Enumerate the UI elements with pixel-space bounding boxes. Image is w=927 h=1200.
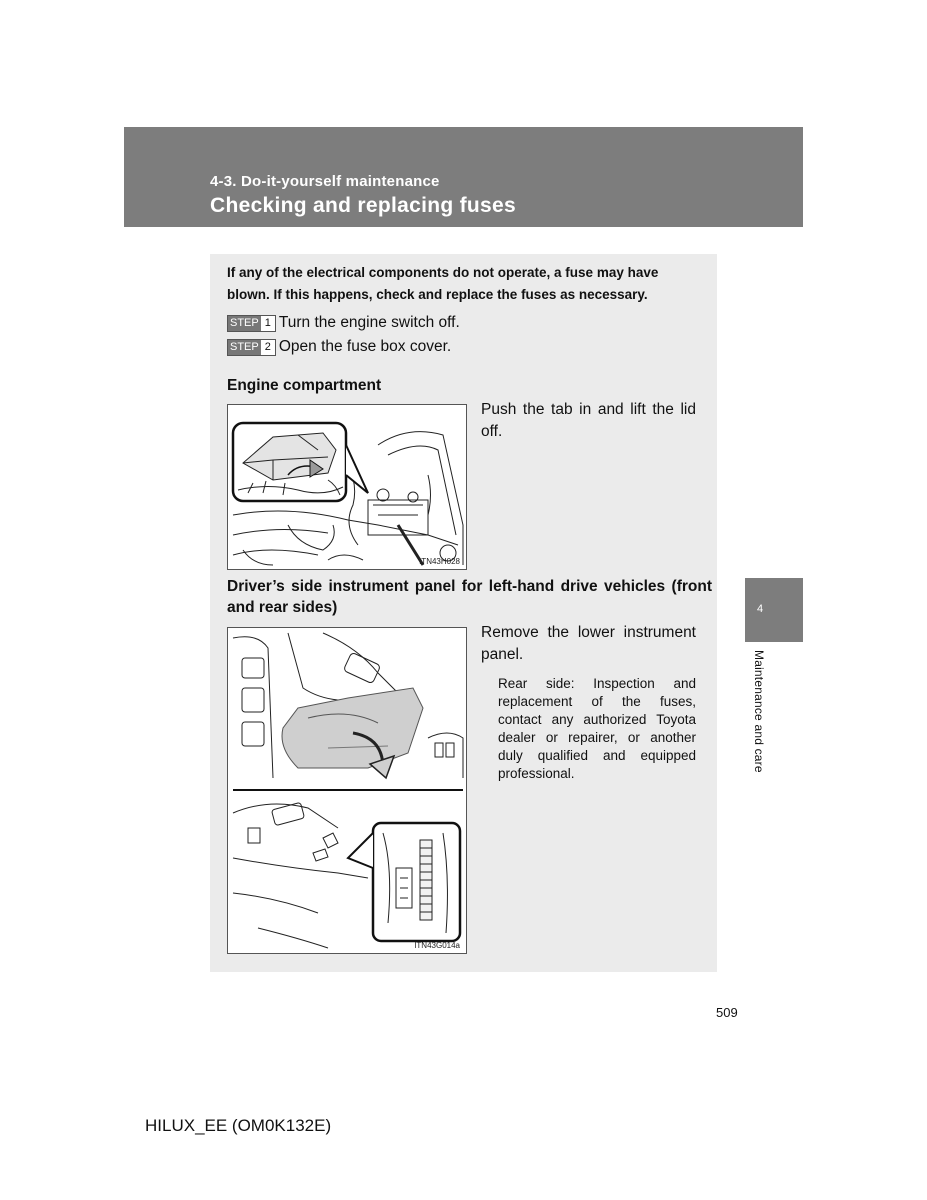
content-panel — [210, 254, 717, 972]
engine-instruction: Push the tab in and lift the lid off. — [481, 401, 696, 440]
step-1-badge — [227, 315, 276, 332]
step-2-number: 2 — [261, 340, 275, 355]
rear-side-note: Rear side: Inspection and replacement of the fuses, contact any authorized Toyota dealer or repairer, or another duly qualified and equipped professional. — [498, 676, 696, 781]
driver-heading: Driver’s side instrument panel for left-hand drive vehicles (front and rear sides) — [227, 578, 712, 616]
step-2 — [227, 338, 451, 356]
chapter-tab-label: Maintenance and care — [752, 650, 766, 773]
section-label: 4-3. Do-it-yourself maintenance — [210, 173, 440, 190]
step-2-word: STEP — [230, 340, 259, 353]
intro-text: If any of the electrical components do not operate, a fuse may have blown. If this happens, check and replace the fuses as necessary. — [227, 265, 659, 302]
page-title: Checking and replacing fuses — [210, 194, 516, 217]
engine-compartment-illustration — [227, 404, 467, 570]
step-1-number: 1 — [261, 316, 275, 331]
step-1-text: Turn the engine switch off. — [278, 314, 460, 331]
step-1-word: STEP — [230, 316, 259, 329]
chapter-tab-label-box — [745, 650, 773, 790]
step-2-text: Open the fuse box cover. — [278, 338, 452, 355]
instrument-panel-drawing — [228, 628, 467, 954]
chapter-tab-number: 4 — [757, 603, 764, 615]
step-1 — [227, 314, 460, 332]
chapter-tab — [745, 578, 803, 642]
instrument-figure-code: ITN43G014a — [414, 941, 460, 950]
footer-model-code: HILUX_EE (OM0K132E) — [145, 1116, 332, 1135]
engine-figure-code: ITN43H028 — [419, 557, 460, 566]
instrument-panel-illustration — [227, 627, 467, 954]
page-number: 509 — [716, 1005, 738, 1020]
driver-instruction: Remove the lower instrument panel. — [481, 624, 696, 663]
engine-heading: Engine compartment — [227, 377, 382, 394]
engine-drawing — [228, 405, 467, 570]
chapter-header — [124, 127, 803, 227]
step-2-badge — [227, 339, 276, 356]
